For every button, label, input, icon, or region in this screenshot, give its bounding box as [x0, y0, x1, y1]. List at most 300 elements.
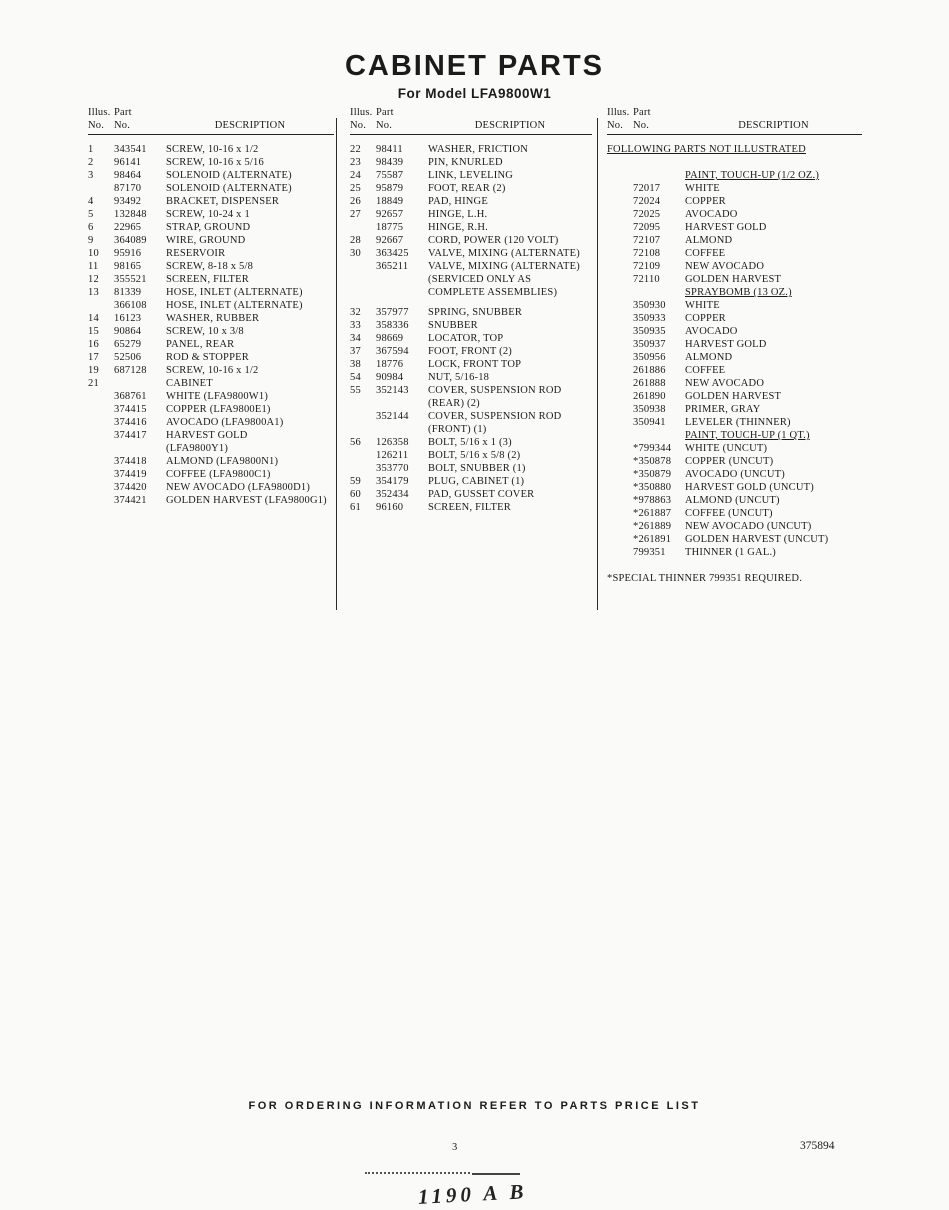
header-no-label: No. [88, 120, 105, 131]
illus-number [88, 481, 114, 494]
parts-row [607, 312, 862, 325]
header-illus-label: Illus. [607, 107, 630, 118]
part-number: 93492 [114, 196, 142, 207]
header-illus-label: Illus. [350, 107, 373, 118]
parts-row [88, 429, 334, 442]
part-number: 374416 [114, 417, 147, 428]
part-description: WASHER, RUBBER [166, 313, 260, 324]
parts-row [607, 299, 862, 312]
part-number: 65279 [114, 339, 142, 350]
part-description: HINGE, R.H. [428, 222, 488, 233]
part-description: HOSE, INLET (ALTERNATE) [166, 287, 303, 298]
parts-row [607, 260, 862, 273]
part-number: *261887 [633, 508, 672, 519]
illus-number: 13 [88, 287, 99, 298]
part-description: COVER, SUSPENSION ROD [428, 411, 562, 422]
part-description: (LFA9800Y1) [166, 443, 229, 454]
part-description: AVOCADO [685, 209, 738, 220]
parts-row [350, 384, 592, 397]
illus-number [607, 247, 633, 260]
part-number: 98464 [114, 170, 142, 181]
part-number: 81339 [114, 287, 142, 298]
part-number: 72107 [633, 235, 661, 246]
part-description: COFFEE [685, 365, 726, 376]
illus-number [607, 325, 633, 338]
illus-number [607, 507, 633, 520]
parts-row [607, 390, 862, 403]
part-number: 350956 [633, 352, 666, 363]
illus-number [607, 208, 633, 221]
parts-row [88, 182, 334, 195]
part-number: 261890 [633, 391, 666, 402]
illus-number: 24 [350, 170, 361, 181]
parts-row [350, 332, 592, 345]
illus-number: 28 [350, 235, 361, 246]
part-number: 355521 [114, 274, 147, 285]
part-number: 132848 [114, 209, 147, 220]
illus-number [607, 377, 633, 390]
parts-row [350, 319, 592, 332]
parts-row [350, 488, 592, 501]
illus-number: 60 [350, 489, 361, 500]
illus-number: 6 [88, 222, 94, 233]
part-number: 18849 [376, 196, 404, 207]
column-divider [597, 118, 598, 610]
part-description: COFFEE (LFA9800C1) [166, 469, 271, 480]
parts-row [350, 345, 592, 358]
part-description: SOLENOID (ALTERNATE) [166, 183, 292, 194]
parts-column-1 [88, 106, 334, 507]
parts-row [88, 143, 334, 156]
part-description: SNUBBER [428, 320, 478, 331]
parts-row [88, 273, 334, 286]
part-description: (REAR) (2) [428, 398, 480, 409]
parts-row [350, 423, 592, 436]
handwritten-scribble-solid [472, 1173, 520, 1175]
part-number: 90984 [376, 372, 404, 383]
illus-number: 19 [88, 365, 99, 376]
parts-row [350, 436, 592, 449]
parts-row [607, 559, 862, 572]
parts-row [607, 494, 862, 507]
illus-number: 26 [350, 196, 361, 207]
part-number: 95916 [114, 248, 142, 259]
part-description: ALMOND (LFA9800N1) [166, 456, 279, 467]
part-description: GOLDEN HARVEST [685, 391, 782, 402]
part-description: (FRONT) (1) [428, 424, 487, 435]
part-number: 365211 [376, 261, 409, 272]
parts-row [88, 195, 334, 208]
part-description: PLUG, CABINET (1) [428, 476, 525, 487]
illus-number: 37 [350, 346, 361, 357]
part-description: SOLENOID (ALTERNATE) [166, 170, 292, 181]
part-number: *261891 [633, 534, 672, 545]
parts-row [88, 208, 334, 221]
part-description: NEW AVOCADO [685, 378, 765, 389]
parts-row [607, 364, 862, 377]
part-description: COVER, SUSPENSION ROD [428, 385, 562, 396]
part-number: 687128 [114, 365, 147, 376]
illus-number [88, 455, 114, 468]
header-line-1 [350, 106, 592, 119]
illus-number [88, 403, 114, 416]
illus-number [607, 312, 633, 325]
part-number: 364089 [114, 235, 147, 246]
part-description [685, 156, 862, 169]
part-number: 18776 [376, 359, 404, 370]
part-number: 799351 [633, 547, 666, 558]
part-number: 352434 [376, 489, 409, 500]
part-description: ALMOND (UNCUT) [685, 495, 780, 506]
part-number: 72108 [633, 248, 661, 259]
illus-number: 10 [88, 248, 99, 259]
document-number: 375894 [800, 1140, 835, 1152]
part-number: 350930 [633, 300, 666, 311]
illus-number [607, 416, 633, 429]
part-number: 357977 [376, 307, 409, 318]
parts-row [607, 377, 862, 390]
part-number: 95879 [376, 183, 404, 194]
illus-number [88, 182, 114, 195]
part-description: RESERVOIR [166, 248, 226, 259]
part-description: VALVE, MIXING (ALTERNATE) [428, 261, 580, 272]
part-description: PIN, KNURLED [428, 157, 503, 168]
part-description: PAD, GUSSET COVER [428, 489, 535, 500]
illus-number [607, 403, 633, 416]
illus-number [350, 273, 376, 286]
parts-row [350, 462, 592, 475]
part-number: 75587 [376, 170, 404, 181]
part-number: 72109 [633, 261, 661, 272]
header-description-label: DESCRIPTION [474, 120, 546, 131]
illus-number [607, 442, 633, 455]
part-description: WIRE, GROUND [166, 235, 246, 246]
part-description: VALVE, MIXING (ALTERNATE) [428, 248, 580, 259]
illus-number [350, 260, 376, 273]
illus-number [607, 234, 633, 247]
illus-number: 5 [88, 209, 94, 220]
illus-number [88, 299, 114, 312]
part-description: FOOT, REAR (2) [428, 183, 506, 194]
part-description: GOLDEN HARVEST (LFA9800G1) [166, 495, 327, 506]
part-number [114, 442, 166, 455]
part-description: HARVEST GOLD [685, 222, 767, 233]
part-description: NEW AVOCADO (UNCUT) [685, 521, 812, 532]
part-number [633, 559, 685, 572]
illus-number: 27 [350, 209, 361, 220]
part-number: 374418 [114, 456, 147, 467]
illus-number: 17 [88, 352, 99, 363]
part-description [685, 559, 862, 572]
part-description: ALMOND [685, 352, 733, 363]
illus-number [607, 455, 633, 468]
part-number: 352144 [376, 411, 409, 422]
illus-number [88, 416, 114, 429]
part-description: SCREW, 10-16 x 5/16 [166, 157, 264, 168]
column-header [607, 106, 862, 135]
part-description: SCREEN, FILTER [166, 274, 249, 285]
illus-number: 55 [350, 385, 361, 396]
illus-number [88, 390, 114, 403]
parts-row [607, 182, 862, 195]
part-number [633, 169, 685, 182]
illus-number [350, 449, 376, 462]
illus-number [607, 494, 633, 507]
part-number: 358336 [376, 320, 409, 331]
illus-number [607, 364, 633, 377]
parts-row [350, 475, 592, 488]
header-line-1 [88, 106, 334, 119]
part-number: *261889 [633, 521, 672, 532]
part-number: *978863 [633, 495, 672, 506]
part-description: HARVEST GOLD [685, 339, 767, 350]
part-description: SCREEN, FILTER [428, 502, 511, 513]
parts-row [350, 221, 592, 234]
illus-number [350, 397, 376, 410]
illus-number: 21 [88, 378, 99, 389]
part-number [633, 429, 685, 442]
part-description: SPRAYBOMB (13 OZ.) [685, 287, 792, 298]
parts-row [88, 221, 334, 234]
part-description: GOLDEN HARVEST [685, 274, 782, 285]
illus-number [607, 195, 633, 208]
parts-row [350, 358, 592, 371]
parts-row [607, 533, 862, 546]
parts-row [607, 507, 862, 520]
part-number: 366108 [114, 300, 147, 311]
handwritten-scribble-dotted [365, 1172, 470, 1174]
part-description: HARVEST GOLD [166, 430, 248, 441]
parts-row [88, 494, 334, 507]
header-part-label: Part [114, 107, 132, 118]
parts-column-3 [607, 106, 862, 585]
part-description: BRACKET, DISPENSER [166, 196, 280, 207]
illus-number: 4 [88, 196, 94, 207]
part-description: ALMOND [685, 235, 733, 246]
part-number: 350941 [633, 417, 666, 428]
illus-number [607, 169, 633, 182]
illus-number: 56 [350, 437, 361, 448]
page-subtitle: For Model LFA9800W1 [397, 86, 552, 101]
handwritten-note: 1190 A B [417, 1179, 528, 1209]
part-number: 98439 [376, 157, 404, 168]
illus-number: 12 [88, 274, 99, 285]
part-description: WHITE [685, 300, 720, 311]
illus-number: 22 [350, 144, 361, 155]
parts-row [350, 234, 592, 247]
part-number [114, 377, 166, 390]
header-no-label: No. [607, 120, 624, 131]
part-description: PAD, HINGE [428, 196, 488, 207]
parts-row [88, 260, 334, 273]
part-number: 96141 [114, 157, 142, 168]
illus-number [607, 299, 633, 312]
part-description: COPPER (LFA9800E1) [166, 404, 271, 415]
header-no-label: No. [114, 120, 131, 131]
part-description: COMPLETE ASSEMBLIES) [428, 287, 558, 298]
part-number: 353770 [376, 463, 409, 474]
part-number: 98165 [114, 261, 142, 272]
parts-rows [350, 143, 592, 514]
part-number: 90864 [114, 326, 142, 337]
header-line-2 [607, 119, 862, 132]
illus-number [607, 156, 633, 169]
part-description: WHITE [685, 183, 720, 194]
header-line-1 [607, 106, 862, 119]
part-number: 72110 [633, 274, 660, 285]
column-divider [336, 118, 337, 610]
parts-row [607, 195, 862, 208]
row-note: *SPECIAL THINNER 799351 REQUIRED. [607, 573, 803, 584]
part-description: PANEL, REAR [166, 339, 235, 350]
part-number: 98411 [376, 144, 403, 155]
part-description: GOLDEN HARVEST (UNCUT) [685, 534, 829, 545]
part-number: 72024 [633, 196, 661, 207]
part-description: (SERVICED ONLY AS [428, 274, 532, 285]
part-number: 96160 [376, 502, 404, 513]
part-description: SPRING, SNUBBER [428, 307, 523, 318]
parts-row [350, 143, 592, 156]
parts-row [607, 286, 862, 299]
part-number: 374417 [114, 430, 147, 441]
part-description: BOLT, 5/16 x 1 (3) [428, 437, 512, 448]
part-description: STRAP, GROUND [166, 222, 251, 233]
part-description: HARVEST GOLD (UNCUT) [685, 482, 814, 493]
parts-row [607, 416, 862, 429]
illus-number [88, 429, 114, 442]
illus-number: 54 [350, 372, 361, 383]
part-number: 350938 [633, 404, 666, 415]
illus-number [607, 546, 633, 559]
parts-row [88, 234, 334, 247]
parts-row [607, 481, 862, 494]
illus-number [607, 221, 633, 234]
parts-rows [607, 143, 862, 585]
header-no-label: No. [350, 120, 367, 131]
parts-row [607, 208, 862, 221]
illus-number: 2 [88, 157, 94, 168]
part-number: 98669 [376, 333, 404, 344]
parts-row [350, 247, 592, 260]
part-description: AVOCADO [685, 326, 738, 337]
part-number: 16123 [114, 313, 142, 324]
illus-number: 23 [350, 157, 361, 168]
parts-column-2 [350, 106, 592, 514]
parts-row [88, 390, 334, 403]
part-description: WASHER, FRICTION [428, 144, 529, 155]
part-number: 92667 [376, 235, 404, 246]
part-description: LINK, LEVELING [428, 170, 514, 181]
illus-number: 3 [88, 170, 94, 181]
part-description: SCREW, 10 x 3/8 [166, 326, 244, 337]
part-description: SCREW, 10-16 x 1/2 [166, 144, 259, 155]
part-number: 363425 [376, 248, 409, 259]
part-number [376, 397, 428, 410]
illus-number [607, 429, 633, 442]
parts-row [88, 338, 334, 351]
part-number: 261886 [633, 365, 666, 376]
part-number: 18775 [376, 222, 404, 233]
illus-number [607, 533, 633, 546]
header-no-label: No. [633, 120, 650, 131]
parts-row [88, 403, 334, 416]
parts-row [88, 468, 334, 481]
part-number: 350937 [633, 339, 666, 350]
part-number [633, 286, 685, 299]
part-number: 87170 [114, 183, 142, 194]
part-description: PAINT, TOUCH-UP (1 QT.) [685, 430, 810, 441]
part-description: BOLT, SNUBBER (1) [428, 463, 526, 474]
parts-row [607, 520, 862, 533]
illus-number [607, 520, 633, 533]
part-description: WHITE (LFA9800W1) [166, 391, 269, 402]
illus-number: 34 [350, 333, 361, 344]
parts-row [607, 325, 862, 338]
part-number: *350880 [633, 482, 672, 493]
parts-row [607, 572, 862, 585]
part-description: PRIMER, GRAY [685, 404, 761, 415]
part-number: 350933 [633, 313, 666, 324]
illus-number: 1 [88, 144, 94, 155]
illus-number [350, 221, 376, 234]
parts-rows [88, 143, 334, 507]
parts-row [88, 442, 334, 455]
parts-row [88, 312, 334, 325]
illus-number [607, 286, 633, 299]
part-number: 352143 [376, 385, 409, 396]
part-description: ROD & STOPPER [166, 352, 249, 363]
illus-number: 38 [350, 359, 361, 370]
parts-row [607, 169, 862, 182]
parts-row [350, 449, 592, 462]
parts-row [607, 468, 862, 481]
page-title: CABINET PARTS [344, 50, 605, 82]
parts-row [607, 221, 862, 234]
part-description: CABINET [166, 378, 213, 389]
part-number: 52506 [114, 352, 142, 363]
part-description: BOLT, 5/16 x 5/8 (2) [428, 450, 521, 461]
parts-row [350, 371, 592, 384]
illus-number [607, 390, 633, 403]
column-header [350, 106, 592, 135]
parts-row [88, 325, 334, 338]
parts-row [607, 546, 862, 559]
illus-number: 15 [88, 326, 99, 337]
part-description: THINNER (1 GAL.) [685, 547, 776, 558]
part-number: 354179 [376, 476, 409, 487]
parts-row [607, 143, 862, 156]
part-description: WHITE (UNCUT) [685, 443, 768, 454]
part-number: 374419 [114, 469, 147, 480]
parts-row [607, 156, 862, 169]
illus-number: 32 [350, 307, 361, 318]
parts-row [607, 429, 862, 442]
part-number [633, 156, 685, 169]
part-description: COPPER (UNCUT) [685, 456, 774, 467]
illus-number [88, 494, 114, 507]
part-number [376, 273, 428, 286]
header-part-label: Part [633, 107, 651, 118]
part-description: AVOCADO (LFA9800A1) [166, 417, 284, 428]
part-description: COFFEE (UNCUT) [685, 508, 773, 519]
ordering-info-footer: FOR ORDERING INFORMATION REFER TO PARTS PRICE LIST [248, 1100, 701, 1112]
parts-row [88, 169, 334, 182]
parts-row [350, 273, 592, 286]
part-description: COPPER [685, 196, 726, 207]
parts-row [88, 299, 334, 312]
parts-row [607, 455, 862, 468]
part-description: LOCATOR, TOP [428, 333, 504, 344]
